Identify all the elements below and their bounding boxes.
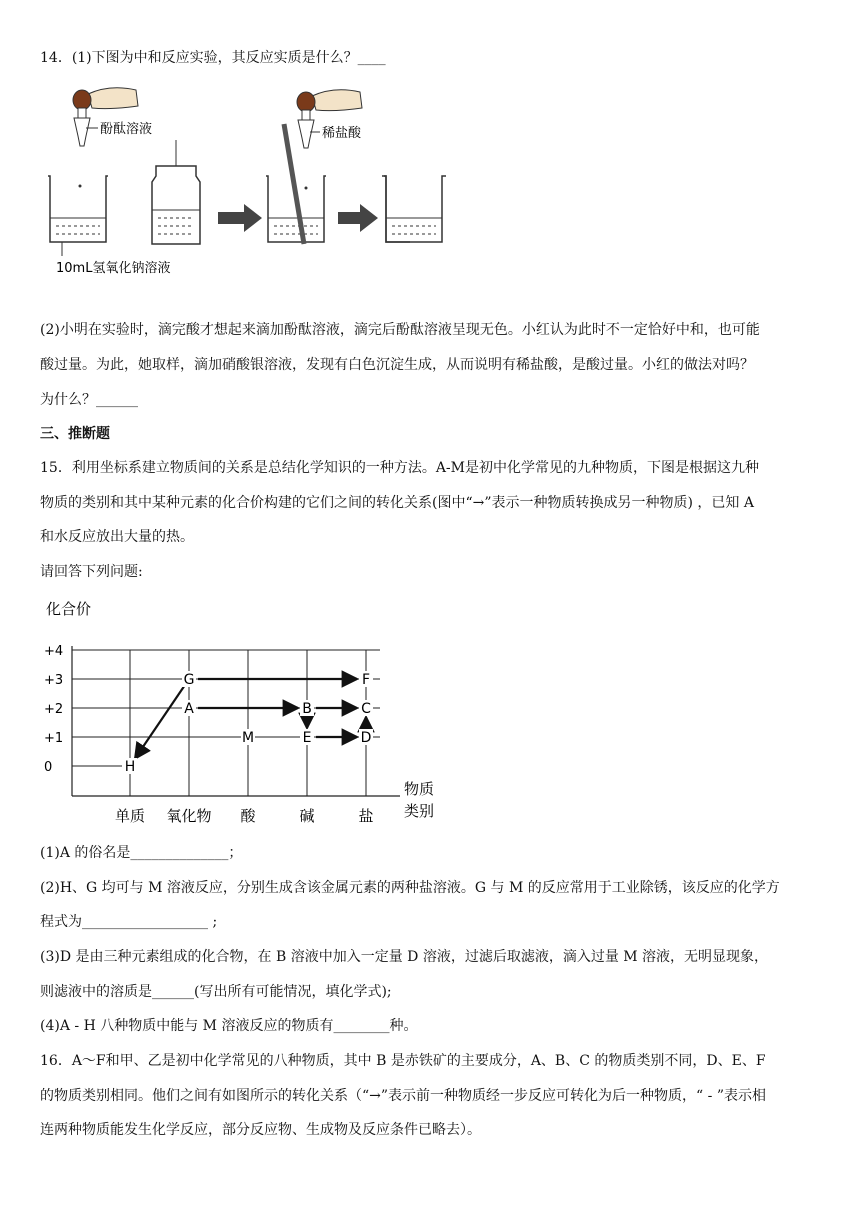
q15-sub1: (1)A 的俗名是______________；	[40, 845, 243, 861]
chart-xlabel-line1: 物质	[404, 780, 435, 798]
q15-sub2-line2: 程式为__________________ ;	[40, 914, 218, 930]
x-tick-label: 盐	[358, 807, 374, 825]
q16-line3: 连两种物质能发生化学反应，部分反应物、生成物及反应条件已略去）。	[40, 1122, 481, 1138]
point-D: D	[360, 730, 372, 746]
label-phenolphthalein: 酚酞溶液	[100, 122, 153, 137]
q15-sub3-line1: (3)D 是由三种元素组成的化合物，在 B 溶液中加入一定量 D 溶液，过滤后取滤液，滴入过量 M 溶液，无明显现象，	[40, 949, 769, 965]
label-hcl: 稀盐酸	[322, 126, 362, 141]
neutralization-experiment-figure	[40, 84, 410, 284]
q15-sub4: (4)A - H 八种物质中能与 M 溶液反应的物质有________种。	[40, 1018, 418, 1034]
hand-dropper-left	[73, 88, 138, 146]
point-B: B	[302, 701, 312, 717]
point-A: A	[184, 701, 194, 717]
y-tick-label: +4	[44, 644, 64, 659]
section-title: 三、推断题	[40, 426, 110, 442]
chart-x-ticks	[115, 807, 374, 825]
chart-arrows	[135, 679, 366, 759]
x-tick-label: 单质	[114, 807, 146, 825]
process-arrow-2	[338, 204, 378, 232]
y-tick-label: +2	[44, 702, 64, 717]
point-F: F	[361, 672, 371, 688]
q14-part2-line1: (2)小明在实验时，滴完酸才想起来滴加酚酞溶液，滴完后酚酞溶液呈现无色。小红认为此时不一定恰好中和，也可能	[40, 322, 760, 338]
point-G: G	[183, 672, 195, 688]
x-tick-label: 氧化物	[166, 807, 212, 825]
q14-part2-line3: 为什么？______	[40, 392, 138, 408]
q14-part2-line2: 酸过量。为此，她取样，滴加硝酸银溶液，发现有白色沉淀生成，从而说明有稀盐酸，是酸过量。小红的做法对吗？	[40, 357, 754, 373]
point-M: M	[241, 730, 255, 746]
process-arrow-1	[218, 204, 262, 232]
valence-category-chart	[40, 588, 460, 828]
beaker-1	[48, 176, 108, 242]
point-H: H	[124, 759, 136, 775]
y-tick-label: +3	[44, 673, 64, 688]
q15-line3: 和水反应放出大量的热。	[40, 529, 194, 545]
q15-line1: 15．利用坐标系建立物质间的关系是总结化学知识的一种方法。A-M是初中化学常见的九种物质，下图是根据这九种	[40, 460, 759, 476]
x-tick-label: 酸	[240, 807, 256, 825]
label-naoh: 10mL氢氧化钠溶液	[56, 261, 171, 276]
chart-ylabel: 化合价	[46, 600, 92, 618]
arrow-G-H	[135, 686, 184, 758]
q14-part1-text: 14．(1)下图为中和反应实验，其反应实质是什么？____	[40, 50, 386, 66]
chart-y-ticks	[44, 644, 63, 775]
reagent-bottle	[152, 140, 200, 244]
q15-sub3-line2: 则滤液中的溶质是______(写出所有可能情况，填化学式);	[40, 984, 392, 1000]
q16-line2: 的物质类别相同。他们之间有如图所示的转化关系（“→”表示前一种物质经一步反应可转化为后一种物质，“ - ”表示相	[40, 1088, 766, 1104]
q16-line1: 16．A～F和甲、乙是初中化学常见的八种物质，其中 B 是赤铁矿的主要成分，A、B、C 的物质类别不同，D、E、F	[40, 1053, 766, 1069]
q15-line2: 物质的类别和其中某种元素的化合价构建的它们之间的转化关系(图中“→”表示一种物质转换成另一种物质) ，已知 A	[40, 495, 754, 511]
q15-sub2-line1: (2)H、G 均可与 M 溶液反应，分别生成含该金属元素的两种盐溶液。G 与 M 的反应常用于工业除锈，该反应的化学方	[40, 880, 780, 896]
point-C: C	[361, 701, 371, 717]
beaker-3-full	[380, 84, 460, 284]
chart-xlabel-line2: 类别	[404, 802, 435, 820]
point-E: E	[302, 730, 312, 746]
y-tick-label: +1	[44, 731, 64, 746]
q15-prompt: 请回答下列问题:	[40, 564, 143, 580]
x-tick-label: 碱	[299, 807, 315, 825]
y-tick-label: 0	[44, 760, 53, 775]
chart-grid	[72, 646, 400, 796]
